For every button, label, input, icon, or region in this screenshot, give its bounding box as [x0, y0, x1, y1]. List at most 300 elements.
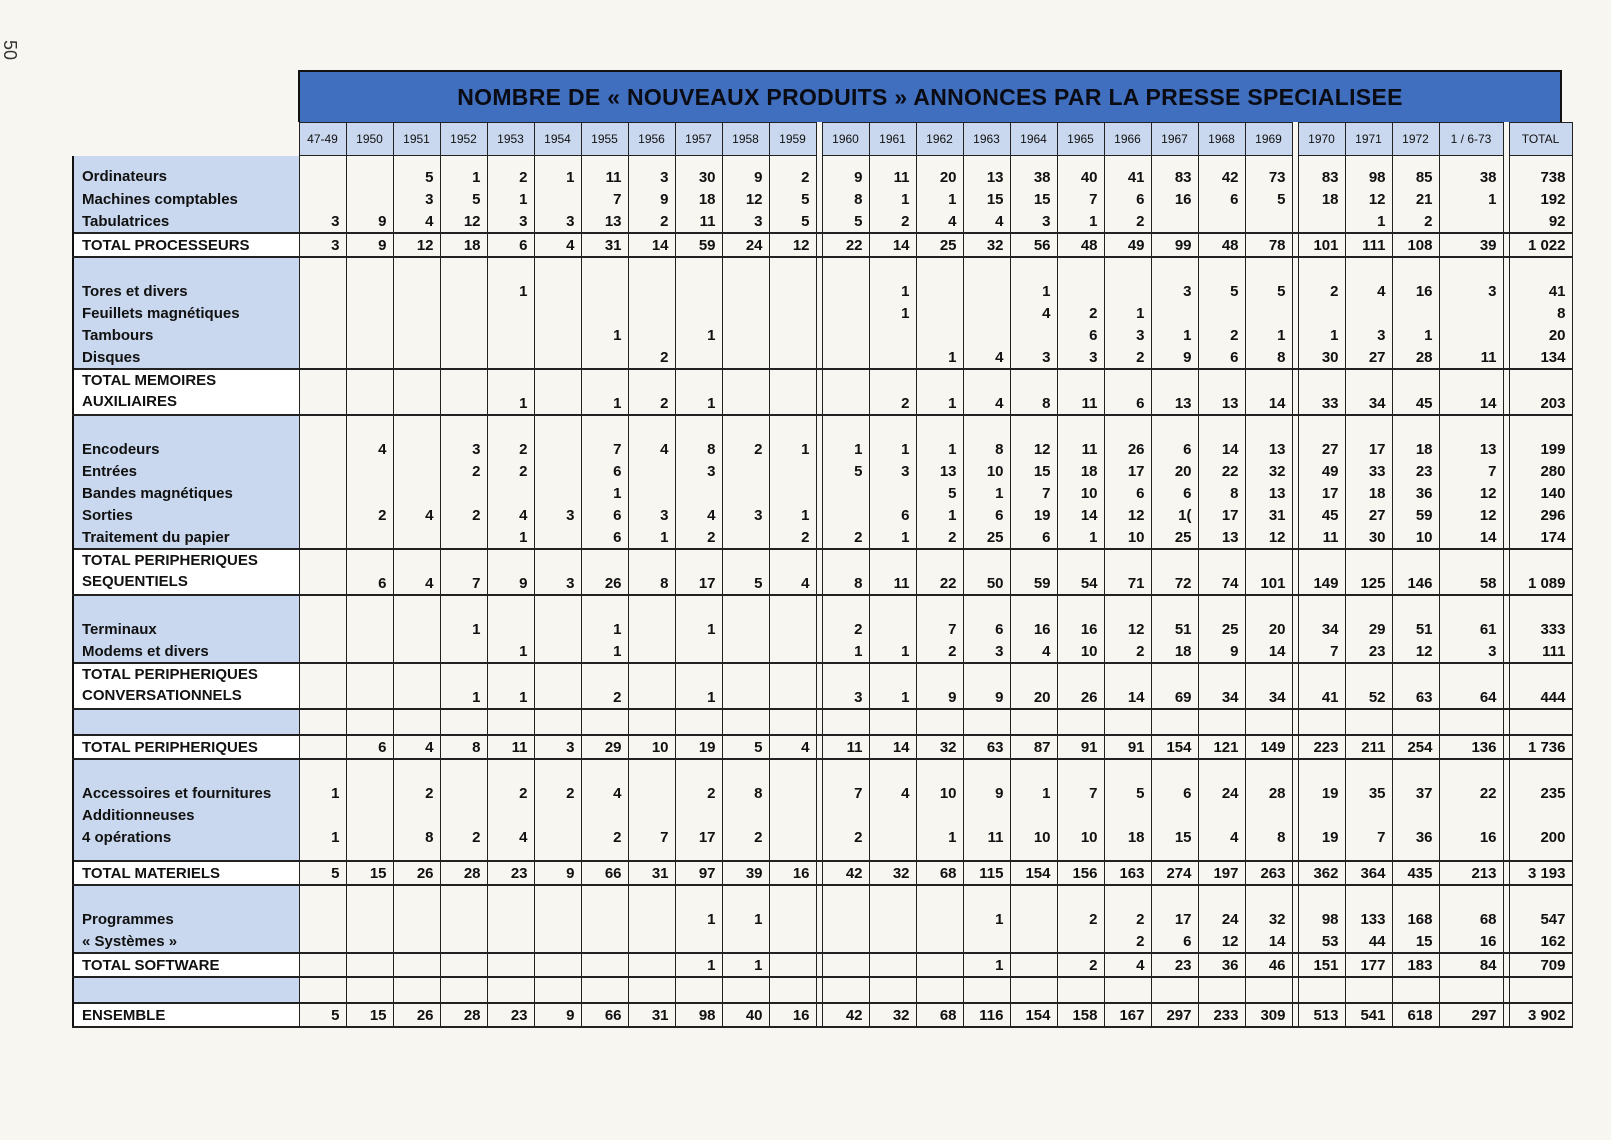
value-cell: 2: [1104, 346, 1151, 369]
value-cell: 199: [1509, 428, 1572, 460]
value-cell: [1245, 595, 1292, 608]
value-cell: 5: [1198, 270, 1245, 302]
value-cell: [722, 663, 769, 709]
value-cell: 3: [1010, 210, 1057, 233]
value-cell: 14: [1245, 640, 1292, 663]
value-cell: 38: [1439, 156, 1503, 189]
value-cell: 1: [675, 608, 722, 640]
row-label: [73, 759, 299, 772]
value-cell: 709: [1509, 953, 1572, 977]
value-cell: 3: [628, 504, 675, 526]
value-cell: [675, 346, 722, 369]
column-header: 1951: [393, 123, 440, 156]
value-cell: [869, 608, 916, 640]
value-cell: [869, 595, 916, 608]
value-cell: 4: [628, 428, 675, 460]
value-cell: 2: [822, 526, 869, 549]
value-cell: [1104, 415, 1151, 428]
row-label: Ordinateurs: [73, 156, 299, 189]
value-cell: 1: [822, 428, 869, 460]
value-cell: 18: [1345, 482, 1392, 504]
value-cell: [440, 640, 487, 663]
value-cell: 162: [1509, 930, 1572, 953]
value-cell: 10: [1057, 826, 1104, 848]
value-cell: 4: [393, 735, 440, 759]
value-cell: 1: [916, 428, 963, 460]
value-cell: 223: [1298, 735, 1345, 759]
value-cell: 7: [1057, 188, 1104, 210]
value-cell: 3: [1439, 270, 1503, 302]
value-cell: [581, 759, 628, 772]
value-cell: 362: [1298, 861, 1345, 885]
value-cell: 1: [487, 188, 534, 210]
value-cell: [440, 257, 487, 270]
value-cell: 12: [1439, 482, 1503, 504]
value-cell: 3: [393, 188, 440, 210]
value-cell: 177: [1345, 953, 1392, 977]
value-cell: [1439, 302, 1503, 324]
value-cell: 31: [581, 233, 628, 257]
spacer-row: [73, 415, 1572, 428]
value-cell: 11: [581, 156, 628, 189]
row-label: [73, 848, 299, 861]
value-cell: 6: [1057, 324, 1104, 346]
column-header: 1955: [581, 123, 628, 156]
value-cell: [346, 759, 393, 772]
value-cell: [487, 415, 534, 428]
column-header: 1960: [822, 123, 869, 156]
value-cell: 4: [581, 772, 628, 804]
value-cell: 26: [393, 861, 440, 885]
value-cell: [916, 324, 963, 346]
value-cell: 10: [1010, 826, 1057, 848]
value-cell: 44: [1345, 930, 1392, 953]
value-cell: [1057, 759, 1104, 772]
column-header: 1968: [1198, 123, 1245, 156]
value-cell: 7: [581, 188, 628, 210]
value-cell: 28: [440, 861, 487, 885]
value-cell: [628, 640, 675, 663]
value-cell: 108: [1392, 233, 1439, 257]
table-row: [73, 930, 1572, 953]
value-cell: 12: [1345, 188, 1392, 210]
value-cell: [346, 526, 393, 549]
value-cell: [393, 898, 440, 930]
value-cell: 34: [1198, 663, 1245, 709]
value-cell: [1151, 848, 1198, 861]
value-cell: [346, 608, 393, 640]
value-cell: 6: [581, 460, 628, 482]
value-cell: 3: [628, 156, 675, 189]
value-cell: [346, 302, 393, 324]
value-cell: 364: [1345, 861, 1392, 885]
value-cell: 19: [1010, 504, 1057, 526]
value-cell: [1104, 595, 1151, 608]
value-cell: [1298, 709, 1345, 735]
value-cell: [346, 953, 393, 977]
value-cell: 27: [1345, 346, 1392, 369]
value-cell: [581, 898, 628, 930]
table-title: NOMBRE DE « NOUVEAUX PRODUITS » ANNONCES PAR LA PRESSE SPECIALISEE: [298, 70, 1562, 122]
row-label: [73, 709, 299, 735]
value-cell: 20: [1010, 663, 1057, 709]
value-cell: [1010, 885, 1057, 898]
row-label: 4 opérations: [73, 826, 299, 848]
value-cell: 2: [675, 772, 722, 804]
value-cell: [1392, 709, 1439, 735]
value-cell: [822, 346, 869, 369]
value-cell: [675, 930, 722, 953]
value-cell: [916, 270, 963, 302]
value-cell: [1298, 595, 1345, 608]
value-cell: [722, 608, 769, 640]
value-cell: 149: [1245, 735, 1292, 759]
value-cell: 13: [963, 156, 1010, 189]
value-cell: 36: [1198, 953, 1245, 977]
value-cell: [769, 369, 816, 415]
value-cell: [869, 977, 916, 1003]
value-cell: 19: [1298, 826, 1345, 848]
page-number: 50: [0, 40, 20, 61]
value-cell: 11: [487, 735, 534, 759]
value-cell: 4: [675, 504, 722, 526]
value-cell: [299, 759, 346, 772]
value-cell: 1: [963, 898, 1010, 930]
value-cell: 541: [1345, 1003, 1392, 1027]
value-cell: [1439, 210, 1503, 233]
value-cell: [769, 595, 816, 608]
column-header: 1965: [1057, 123, 1104, 156]
column-header: 1958: [722, 123, 769, 156]
value-cell: 12: [769, 233, 816, 257]
value-cell: 1: [822, 640, 869, 663]
column-header: 1963: [963, 123, 1010, 156]
value-cell: 4: [916, 210, 963, 233]
value-cell: [822, 804, 869, 826]
value-cell: [916, 415, 963, 428]
value-cell: [1245, 415, 1292, 428]
value-cell: 4: [1345, 270, 1392, 302]
value-cell: 3: [675, 460, 722, 482]
value-cell: [769, 885, 816, 898]
value-cell: [1151, 257, 1198, 270]
value-cell: [628, 977, 675, 1003]
value-cell: [1151, 709, 1198, 735]
value-cell: 14: [1439, 369, 1503, 415]
value-cell: 42: [822, 861, 869, 885]
value-cell: 13: [1245, 428, 1292, 460]
value-cell: [869, 257, 916, 270]
value-cell: 2: [1057, 302, 1104, 324]
value-cell: 18: [1104, 826, 1151, 848]
value-cell: 31: [1245, 504, 1292, 526]
value-cell: [1509, 977, 1572, 1003]
value-cell: 40: [722, 1003, 769, 1027]
value-cell: 32: [869, 861, 916, 885]
value-cell: 1: [1439, 188, 1503, 210]
value-cell: 2: [1104, 898, 1151, 930]
column-header: 1961: [869, 123, 916, 156]
value-cell: [675, 848, 722, 861]
value-cell: 2: [869, 210, 916, 233]
value-cell: 15: [1151, 826, 1198, 848]
value-cell: [299, 257, 346, 270]
value-cell: 18: [1057, 460, 1104, 482]
value-cell: [628, 324, 675, 346]
value-cell: 2: [822, 608, 869, 640]
value-cell: 133: [1345, 898, 1392, 930]
value-cell: 49: [1104, 233, 1151, 257]
value-cell: 167: [1104, 1003, 1151, 1027]
value-cell: 2: [628, 346, 675, 369]
value-cell: [916, 885, 963, 898]
value-cell: [299, 369, 346, 415]
value-cell: 37: [1392, 772, 1439, 804]
value-cell: 7: [1298, 640, 1345, 663]
value-cell: 13: [1245, 482, 1292, 504]
value-cell: [869, 885, 916, 898]
value-cell: [916, 595, 963, 608]
value-cell: 8: [963, 428, 1010, 460]
value-cell: [581, 848, 628, 861]
value-cell: 3: [1010, 346, 1057, 369]
value-cell: [916, 930, 963, 953]
value-cell: [1439, 885, 1503, 898]
value-cell: [581, 930, 628, 953]
value-cell: 2: [1298, 270, 1345, 302]
table-row: [73, 346, 1572, 369]
value-cell: 5: [1245, 270, 1292, 302]
value-cell: 6: [1151, 428, 1198, 460]
value-cell: [440, 977, 487, 1003]
value-cell: [299, 156, 346, 189]
value-cell: 16: [769, 861, 816, 885]
value-cell: [534, 848, 581, 861]
value-cell: [346, 709, 393, 735]
value-cell: 9: [963, 663, 1010, 709]
value-cell: [393, 257, 440, 270]
value-cell: [1245, 257, 1292, 270]
value-cell: 513: [1298, 1003, 1345, 1027]
value-cell: 15: [1392, 930, 1439, 953]
value-cell: [916, 848, 963, 861]
row-label: Terminaux: [73, 608, 299, 640]
value-cell: 1: [869, 428, 916, 460]
value-cell: [1245, 804, 1292, 826]
value-cell: [299, 415, 346, 428]
value-cell: 46: [1245, 953, 1292, 977]
value-cell: [581, 804, 628, 826]
value-cell: 9: [1151, 346, 1198, 369]
value-cell: [916, 759, 963, 772]
value-cell: [299, 735, 346, 759]
column-header: 1954: [534, 123, 581, 156]
value-cell: 6: [1151, 772, 1198, 804]
value-cell: [675, 270, 722, 302]
value-cell: 39: [1439, 233, 1503, 257]
value-cell: [1439, 257, 1503, 270]
value-cell: 42: [1198, 156, 1245, 189]
value-cell: 52: [1345, 663, 1392, 709]
value-cell: [393, 930, 440, 953]
value-cell: 12: [440, 210, 487, 233]
value-cell: 4: [869, 772, 916, 804]
value-cell: 2: [628, 369, 675, 415]
value-cell: [769, 482, 816, 504]
value-cell: 4: [393, 549, 440, 595]
value-cell: 14: [869, 735, 916, 759]
value-cell: [581, 885, 628, 898]
value-cell: 18: [440, 233, 487, 257]
value-cell: [1392, 885, 1439, 898]
value-cell: 192: [1509, 188, 1572, 210]
value-cell: [1392, 302, 1439, 324]
value-cell: [675, 482, 722, 504]
value-cell: [534, 804, 581, 826]
value-cell: [769, 415, 816, 428]
value-cell: [393, 415, 440, 428]
value-cell: 4: [393, 210, 440, 233]
value-cell: 8: [440, 735, 487, 759]
value-cell: 297: [1151, 1003, 1198, 1027]
value-cell: 7: [916, 608, 963, 640]
row-label: Feuillets magnétiques: [73, 302, 299, 324]
value-cell: [1151, 210, 1198, 233]
value-cell: [581, 953, 628, 977]
row-label: Bandes magnétiques: [73, 482, 299, 504]
value-cell: [675, 977, 722, 1003]
value-cell: [487, 953, 534, 977]
value-cell: [1057, 977, 1104, 1003]
value-cell: 1 736: [1509, 735, 1572, 759]
value-cell: [346, 595, 393, 608]
value-cell: 4: [1104, 953, 1151, 977]
value-cell: [1151, 595, 1198, 608]
value-cell: 15: [1010, 460, 1057, 482]
value-cell: 7: [628, 826, 675, 848]
value-cell: [1104, 848, 1151, 861]
value-cell: 74: [1198, 549, 1245, 595]
value-cell: [722, 595, 769, 608]
value-cell: [628, 759, 675, 772]
value-cell: 8: [1509, 302, 1572, 324]
value-cell: 121: [1198, 735, 1245, 759]
value-cell: 11: [675, 210, 722, 233]
table-row: [73, 428, 1572, 460]
value-cell: [628, 595, 675, 608]
value-cell: [393, 595, 440, 608]
value-cell: [1057, 885, 1104, 898]
value-cell: [346, 270, 393, 302]
value-cell: 547: [1509, 898, 1572, 930]
value-cell: [769, 848, 816, 861]
table-row: [73, 270, 1572, 302]
row-label: [73, 595, 299, 608]
value-cell: 17: [1104, 460, 1151, 482]
value-cell: [769, 804, 816, 826]
value-cell: 14: [1245, 930, 1292, 953]
value-cell: [869, 759, 916, 772]
value-cell: [822, 953, 869, 977]
column-header: 1967: [1151, 123, 1198, 156]
header-row: [73, 123, 1572, 156]
value-cell: [299, 460, 346, 482]
value-cell: [299, 640, 346, 663]
value-cell: [822, 885, 869, 898]
value-cell: [722, 848, 769, 861]
value-cell: 17: [675, 826, 722, 848]
value-cell: [722, 640, 769, 663]
value-cell: 32: [869, 1003, 916, 1027]
value-cell: [1509, 804, 1572, 826]
row-label: [73, 663, 299, 709]
value-cell: 5: [299, 1003, 346, 1027]
value-cell: 7: [1057, 772, 1104, 804]
value-cell: 1: [869, 270, 916, 302]
value-cell: [346, 346, 393, 369]
value-cell: 10: [916, 772, 963, 804]
value-cell: 23: [1345, 640, 1392, 663]
value-cell: [581, 415, 628, 428]
value-cell: 32: [1245, 898, 1292, 930]
value-cell: 8: [822, 188, 869, 210]
value-cell: [1198, 709, 1245, 735]
value-cell: [299, 504, 346, 526]
value-cell: [1245, 302, 1292, 324]
value-cell: [822, 977, 869, 1003]
value-cell: [1057, 257, 1104, 270]
value-cell: [299, 898, 346, 930]
value-cell: 1: [1345, 210, 1392, 233]
value-cell: [963, 885, 1010, 898]
value-cell: 9: [916, 663, 963, 709]
value-cell: [1298, 759, 1345, 772]
value-cell: [1151, 885, 1198, 898]
value-cell: 29: [581, 735, 628, 759]
value-cell: [963, 415, 1010, 428]
value-cell: [1345, 709, 1392, 735]
value-cell: 274: [1151, 861, 1198, 885]
value-cell: [628, 772, 675, 804]
table-row: [73, 772, 1572, 804]
value-cell: 6: [1198, 346, 1245, 369]
value-cell: [393, 885, 440, 898]
spacer-row: [73, 709, 1572, 735]
value-cell: 31: [628, 861, 675, 885]
value-cell: 1: [1010, 772, 1057, 804]
value-cell: [581, 709, 628, 735]
value-cell: 26: [1057, 663, 1104, 709]
value-cell: 1: [581, 608, 628, 640]
value-cell: 23: [1392, 460, 1439, 482]
table-row: [73, 210, 1572, 233]
value-cell: [628, 953, 675, 977]
value-cell: [675, 257, 722, 270]
value-cell: [1245, 709, 1292, 735]
value-cell: [393, 953, 440, 977]
value-cell: 6: [1104, 188, 1151, 210]
value-cell: [822, 324, 869, 346]
value-cell: 4: [963, 210, 1010, 233]
value-cell: 197: [1198, 861, 1245, 885]
value-cell: [393, 526, 440, 549]
value-cell: 40: [1057, 156, 1104, 189]
value-cell: 61: [1439, 608, 1503, 640]
value-cell: 1: [769, 504, 816, 526]
value-cell: 14: [1245, 369, 1292, 415]
value-cell: [1298, 977, 1345, 1003]
value-cell: 211: [1345, 735, 1392, 759]
